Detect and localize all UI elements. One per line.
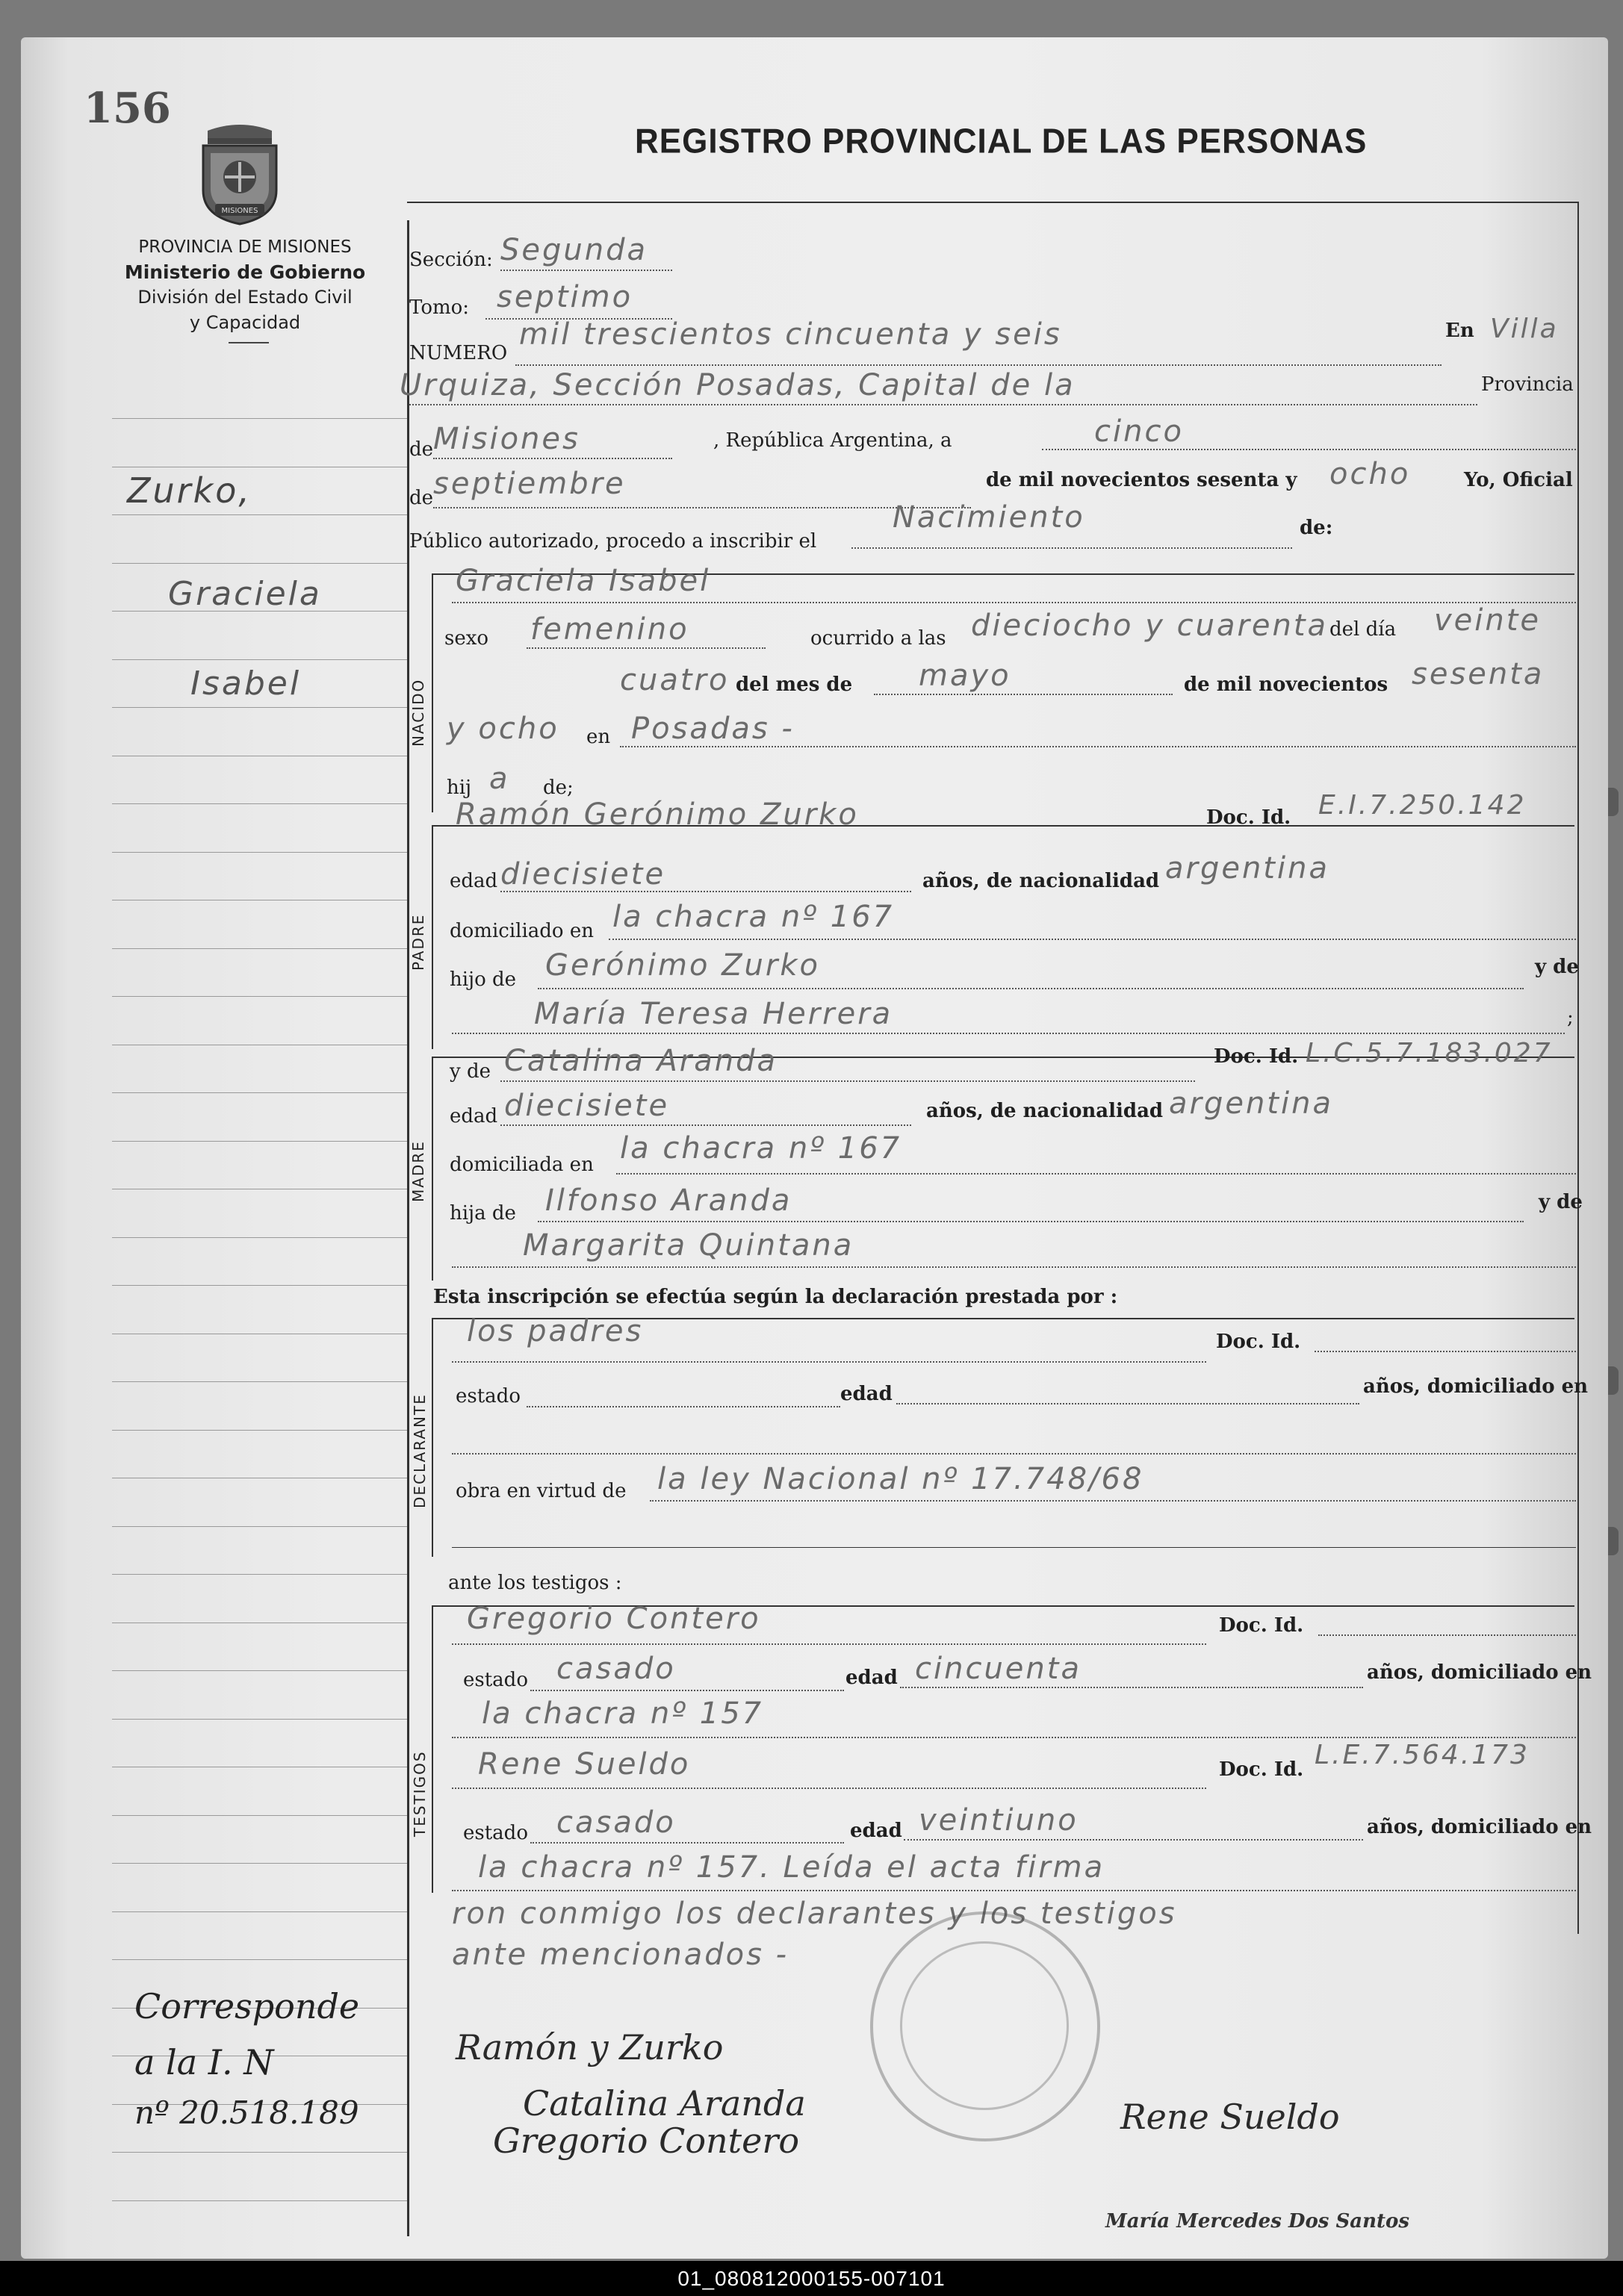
padre-edad-line: [500, 890, 911, 892]
de-mil-nov-label: de mil novecientos: [1184, 673, 1388, 696]
testigo1-estado-label: estado: [463, 1669, 528, 1691]
t1-edad-value: cincuenta: [915, 1652, 1082, 1686]
margin-rule: [112, 659, 407, 660]
declarante-dom-line: [452, 1452, 1576, 1455]
nombre-value: Graciela Isabel: [456, 564, 711, 598]
margin-rule: [112, 803, 407, 804]
padre-semicolon: ;: [1567, 1007, 1574, 1029]
cierre-line-1: la chacra nº 157. Leída el acta firma: [478, 1850, 1105, 1885]
lugar-line: [409, 403, 1477, 405]
madre-yde-label: y de: [450, 1060, 491, 1083]
madre-nombre-value: Catalina Aranda: [504, 1044, 778, 1078]
en-label: En: [1445, 320, 1474, 342]
acto-line: [851, 547, 1292, 549]
yo-oficial-label: Yo, Oficial: [1464, 469, 1573, 491]
de-semi-label: de;: [543, 777, 574, 799]
mes-nac-value: mayo: [919, 659, 1011, 693]
top-border-rule: [407, 202, 1577, 203]
abuela-m-value: Margarita Quintana: [523, 1228, 854, 1263]
dia-value: cinco: [1094, 414, 1184, 449]
declarante-value: los padres: [467, 1314, 644, 1348]
t2-estado-line: [530, 1841, 844, 1844]
binder-tab: [1608, 1366, 1619, 1395]
provincia-label: Provincia: [1481, 373, 1574, 396]
padre-bracket: [432, 825, 433, 1049]
padre-yde-label: y de: [1535, 956, 1579, 978]
binder-tab: [1608, 1527, 1619, 1555]
margin-rule: [112, 563, 407, 564]
numero-line: [515, 364, 1442, 366]
hij-suffix-value: a: [489, 762, 510, 796]
numero-value: mil trescientos cincuenta y seis: [519, 317, 1062, 352]
t2-estado-value: casado: [556, 1805, 676, 1840]
signature-testigo-2: Rene Sueldo: [1120, 2097, 1340, 2137]
seccion-line: [500, 269, 672, 271]
padre-edad-value: diecisiete: [500, 857, 666, 892]
padre-side-label: PADRE: [409, 913, 427, 971]
margin-rule: [112, 1526, 407, 1527]
provincial-crest-icon: [193, 123, 287, 228]
declarante-edad-label: edad: [840, 1383, 893, 1405]
signature-madre: Catalina Aranda: [523, 2083, 806, 2124]
en-value: Villa: [1490, 314, 1559, 344]
provincia-value: Misiones: [433, 422, 580, 456]
madre-edad-label: edad: [450, 1105, 498, 1127]
declarante-estado-label: estado: [456, 1385, 521, 1407]
margin-rule: [112, 1237, 407, 1238]
signature-testigo-1: Gregorio Contero: [493, 2121, 800, 2161]
testigo2-line: [452, 1787, 1206, 1789]
declarante-doc-line: [1315, 1350, 1576, 1352]
t2-edad-line: [904, 1838, 1363, 1841]
padre-doc-label: Doc. Id.: [1206, 806, 1291, 829]
margin-rule: [112, 707, 407, 708]
cierre-line-3: ante mencionados -: [452, 1938, 789, 1972]
declarante-bracket: [432, 1318, 433, 1557]
anio-value: ocho: [1329, 457, 1411, 491]
padre-dom-label: domiciliado en: [450, 920, 594, 942]
padre-nombre-value: Ramón Gerónimo Zurko: [456, 797, 859, 832]
t1-dom-value: la chacra nº 157: [482, 1696, 764, 1731]
nombre-line: [452, 601, 1576, 603]
republica-label: , República Argentina, a: [713, 429, 952, 452]
madre-dom-line: [616, 1172, 1576, 1175]
margin-rule: [112, 2200, 407, 2201]
padre-nac-label: años, de nacionalidad: [922, 870, 1160, 892]
abuela-p-line: [452, 1032, 1565, 1034]
testigo2-dom-label: años, domiciliado en: [1367, 1816, 1592, 1838]
testigo2-estado-label: estado: [463, 1822, 528, 1844]
testigo1-edad-label: edad: [845, 1667, 898, 1689]
header-division: División del Estado Civil: [137, 287, 353, 308]
madre-hija-label: hija de: [450, 1202, 516, 1225]
padre-hijo-label: hijo de: [450, 968, 517, 991]
margin-rule: [112, 1574, 407, 1575]
margin-rule: [112, 1911, 407, 1912]
seccion-label: Sección:: [409, 249, 493, 271]
testigo1-dom-label: años, domiciliado en: [1367, 1661, 1592, 1684]
margin-rule: [112, 1959, 407, 1960]
margin-apellido: Zurko,: [127, 470, 252, 511]
madre-edad-line: [500, 1124, 911, 1126]
padre-dom-value: la chacra nº 167: [612, 900, 895, 934]
declarante-line: [452, 1360, 1206, 1363]
left-margin-rule: [407, 220, 409, 2236]
cierre-line-1-rule: [452, 1889, 1576, 1891]
madre-yde-label-2: y de: [1539, 1191, 1583, 1213]
testigo2-value: Rene Sueldo: [478, 1747, 691, 1782]
t2-edad-value: veintiuno: [919, 1803, 1079, 1838]
ocurrido-label: ocurrido a las: [810, 627, 946, 650]
del-dia-label: del día: [1329, 618, 1397, 641]
margin-rule: [112, 852, 407, 853]
anio-nac-value: sesenta: [1412, 657, 1545, 691]
margin-rule: [112, 996, 407, 997]
madre-doc-value: L.C.5.7.183.027: [1306, 1038, 1553, 1068]
testigo1-doc-line: [1318, 1634, 1576, 1636]
madre-edad-value: diecisiete: [504, 1089, 670, 1123]
header-province: PROVINCIA DE MISIONES: [138, 237, 352, 257]
margin-nombre-2: Isabel: [190, 665, 302, 703]
testigo1-value: Gregorio Contero: [467, 1602, 761, 1636]
dia-nac-value: veinte: [1434, 603, 1542, 638]
madre-dom-label: domiciliada en: [450, 1154, 594, 1176]
tomo-value: septimo: [497, 280, 633, 314]
de-label-1: de: [409, 438, 434, 461]
margin-rule: [112, 1863, 407, 1864]
testigos-side-label: TESTIGOS: [411, 1750, 429, 1837]
margin-rule: [112, 418, 407, 419]
sexo-value: femenino: [530, 612, 689, 647]
signature-oficial: María Mercedes Dos Santos: [1105, 2210, 1409, 2233]
declarante-side-label: DECLARANTE: [411, 1393, 429, 1508]
madre-doc-label: Doc. Id.: [1214, 1045, 1299, 1068]
t2-doc-value: L.E.7.564.173: [1315, 1740, 1530, 1770]
obra-label: obra en virtud de: [456, 1480, 627, 1502]
lugar-nac-line: [620, 745, 1576, 747]
en-label-2: en: [586, 726, 611, 748]
margin-rule: [112, 514, 407, 515]
tomo-label: Tomo:: [409, 296, 470, 319]
footer-file-id: 01_080812000155-007101: [677, 2267, 946, 2290]
lugar-value: Urquiza, Sección Posadas, Capital de la: [400, 368, 1076, 402]
page-title: REGISTRO PROVINCIAL DE LAS PERSONAS: [635, 122, 1368, 161]
margin-rule: [112, 2152, 407, 2153]
header-ministry: Ministerio de Gobierno: [124, 261, 366, 283]
hij-label: hij: [447, 777, 472, 799]
madre-side-label: MADRE: [409, 1140, 427, 1202]
margin-rule: [112, 1092, 407, 1093]
seccion-value: Segunda: [500, 233, 648, 267]
abuelo-m-value: Ilfonso Aranda: [545, 1183, 792, 1218]
margin-rule: [112, 1719, 407, 1720]
margin-nota-3: nº 20.518.189: [134, 2094, 359, 2131]
madre-bracket: [432, 1057, 433, 1281]
hora-value: dieciocho y cuarenta: [971, 609, 1329, 643]
sexo-label: sexo: [444, 627, 489, 650]
margin-rule: [112, 948, 407, 949]
nacido-side-label: NACIDO: [409, 678, 427, 747]
padre-edad-label: edad: [450, 870, 498, 892]
abuelo-m-line: [538, 1220, 1524, 1222]
de-mil-label: de mil novecientos sesenta y: [986, 469, 1297, 491]
abuelo-p-value: Gerónimo Zurko: [545, 948, 820, 983]
lugar-nac-value: Posadas -: [631, 712, 795, 746]
acto-value: Nacimiento: [893, 500, 1085, 535]
mes-line: [433, 506, 971, 508]
dia-nac2-value: cuatro: [620, 663, 730, 697]
header-rule: [229, 342, 269, 343]
esta-inscripcion-label: Esta inscripción se efectúa según la declaración prestada por :: [433, 1286, 1118, 1308]
anio-nac2-value: y ocho: [447, 712, 559, 746]
nacido-bracket: [432, 573, 433, 812]
sexo-line: [527, 647, 766, 649]
obra-line: [650, 1499, 1576, 1502]
publico-label: Público autorizado, procedo a inscribir el: [409, 530, 817, 553]
margin-nombre-1: Graciela: [168, 575, 322, 613]
padre-doc-value: E.I.7.250.142: [1318, 790, 1527, 821]
abuelo-p-line: [538, 987, 1524, 989]
crest-caption: MISIONES: [221, 207, 258, 215]
declarante-estado-line: [527, 1405, 840, 1407]
de-label-2: de: [409, 487, 434, 509]
testigo1-line: [452, 1643, 1206, 1645]
t1-dom-line: [452, 1736, 1576, 1738]
margin-rule: [112, 1285, 407, 1286]
mes-nac-line: [874, 693, 1173, 695]
t1-estado-line: [530, 1689, 844, 1691]
madre-nac-value: argentina: [1169, 1086, 1333, 1121]
margin-rule: [112, 1381, 407, 1382]
margin-rule: [112, 1430, 407, 1431]
del-mes-label: del mes de: [736, 673, 853, 696]
provincia-line: [433, 457, 672, 459]
obra-value: la ley Nacional nº 17.748/68: [657, 1462, 1144, 1496]
de-colon-label: de:: [1300, 517, 1333, 539]
binder-tab: [1608, 788, 1619, 816]
mes-value: septiembre: [433, 467, 626, 501]
official-stamp-inner: [900, 1941, 1069, 2110]
header-capacity: y Capacidad: [189, 312, 301, 333]
margin-rule: [112, 1670, 407, 1671]
madre-dom-value: la chacra nº 167: [620, 1131, 902, 1166]
testigo2-edad-label: edad: [850, 1820, 902, 1842]
numero-label: NUMERO: [409, 342, 508, 364]
abuela-p-value: María Teresa Herrera: [534, 997, 893, 1031]
cierre-line-2: ron conmigo los declarantes y los testigos: [452, 1897, 1177, 1931]
page-number: 156: [84, 84, 171, 133]
t1-estado-value: casado: [556, 1652, 676, 1686]
testigos-bracket: [432, 1605, 433, 1893]
declarante-dom-label: años, domiciliado en: [1363, 1375, 1589, 1398]
margin-nota-2: a la I. N: [134, 2042, 274, 2082]
signature-padre: Ramón y Zurko: [456, 2027, 724, 2068]
margin-rule: [112, 1815, 407, 1816]
margin-nota-1: Corresponde: [134, 1986, 360, 2026]
declarante-bottom-rule: [452, 1547, 1576, 1548]
madre-nac-label: años, de nacionalidad: [926, 1100, 1164, 1122]
padre-nac-value: argentina: [1165, 851, 1329, 886]
margin-rule: [112, 1141, 407, 1142]
padre-dom-line: [609, 938, 1576, 940]
dia-line: [1042, 448, 1576, 450]
t1-edad-line: [900, 1686, 1363, 1688]
madre-nombre-line: [500, 1080, 1195, 1082]
ante-testigos-label: ante los testigos :: [448, 1572, 622, 1594]
testigo2-doc-label: Doc. Id.: [1219, 1758, 1304, 1781]
declarante-doc-label: Doc. Id.: [1216, 1331, 1301, 1353]
declarante-edad-line: [896, 1402, 1359, 1404]
testigo1-doc-label: Doc. Id.: [1219, 1614, 1304, 1637]
abuela-m-line: [452, 1266, 1576, 1268]
